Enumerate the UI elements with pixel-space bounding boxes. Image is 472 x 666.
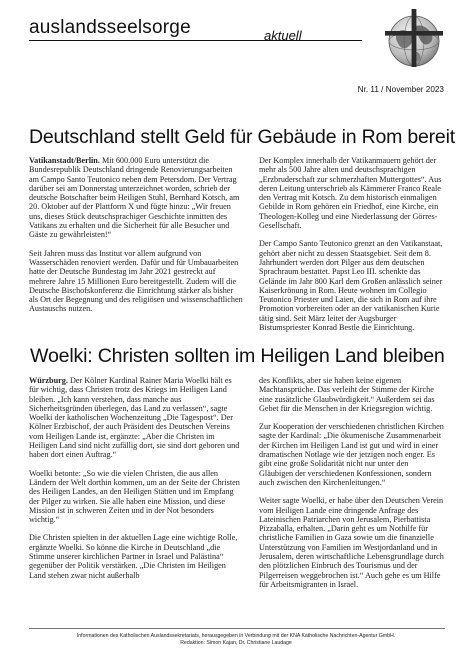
article-column-right [259,156,444,341]
dateline: Vatikanstadt/Berlin. [29,156,100,165]
article-paragraph: Zur Kooperation der verschiedenen christlichen Kirchen sagte der Kardinal: „Die ökumenische Zusammenarbeit der Kirchen im Heiligen Land ist gut und wird in einer dramatischen Notlage wie der jetzigen noch enger. Es gibt eine große Solidarität nicht nur unter den Gläubigen der verschiedenen Konfessionen, sondern auch zwischen den Kirchenleitungen.“ [259,422,444,487]
brand-tagline: aktuell [264,28,302,43]
brand-title: auslandsseelsorge [29,17,191,38]
globe-cross-logo [382,8,446,70]
article-headline: Deutschland stellt Geld für Gebäude in Rom bereit [29,126,455,148]
masthead [29,10,415,48]
article-paragraph: Der Campo Santo Teutonico grenzt an den Vatikanstaat, gehört aber nicht zu dessen Staatsgebiet. Seit dem 8. Jahrhundert werden dort Pilger aus dem deutschen Sprachraum bestattet. Papst Leo III. schenkte das Gelände im Jahr 800 Karl dem Großen anlässlich seiner Kaiserkrönung in Rom. Heute wohnen im Collegio Teutonico Priester und Laien, die sich in Rom auf ihre Promotion vorbereiten oder an der vatikanischen Kurie tätig sind. Seit März leitet der Augsburger Bistumspriester Konrad Bestle die Einrichtung. [259,239,443,333]
dateline: Würzburg. [29,376,68,385]
article-paragraph: Vatikanstadt/Berlin. Mit 600.000 Euro unterstützt die Bundesrepublik Deutschland dringende Renovierungsarbeiten am Campo Santo Teutonico neben dem Petersdom. Der Vertrag darüber sei am Donnerstag unterzeichnet worden, schrieb der deutsche Botschafter beim Heiligen Stuhl, Bernhard Kotsch, am 20. Oktober auf der Plattform X und fügte hinzu: „Wir freuen uns, dieses Stück deutschsprachiger Geschichte inmitten des Vatikans zu erhalten und die Sicherheit für alle Besucher und Gäste zu gewährleisten!“ [29,156,240,240]
footer-editors: Redaktion: Simon Kajan, Dr. Christiane Laudage [180,640,292,646]
article-paragraph: Der Komplex innerhalb der Vatikanmauern gehört der mehr als 500 Jahre alten und deutschsprachigen „Erzbruderschaft zur schmerzhaften Muttergottes“. Aus deren Leitung unterschrieb als Kämmerer Franco Reale den Vertrag mit Kotsch. Zu dem historisch einmaligen Gebilde in Rom gehören ein Friedhof, eine Kirche, ein Theologen-Kolleg und eine Niederlassung der Görres-Gesellschaft. [259,156,442,231]
footer [0,633,472,647]
footer-rule [29,628,445,629]
article-paragraph: Woelki betonte: „So wie die vielen Christen, die aus allen Ländern der Welt dorthin kommen, um an der Seite der Christen des Heiligen Landes, an den Heiligen Stätten und im Empfang der Pilger zu wirken. Sie alle haben eine Mission, und diese Mission ist in schweren Zeiten und in der Not besonders wichtig.“ [29,468,240,525]
article-headline: Woelki: Christen sollten im Heiligen Land bleiben [30,345,445,367]
article-paragraph: Würzburg. Der Kölner Kardinal Rainer Maria Woelki hält es für wichtig, dass Christen trotz des Kriegs im Heiligen Land bleiben. „Ich kann verstehen, dass manche aus Sicherheitsgründen überlegen, das Land zu verlassen“, sagte Woelki der katholischen Wochenzeitung „Die Tagespost“. Der Kölner Erzbischof, der auch Präsident des Deutschen Vereins vom Heiligen Lande ist, ergänzte: „Aber die Christen im Heiligen Land sind nicht zufällig dort, sie sind dort geboren und haben dort einen Auftrag.“ [29,376,240,460]
article-column-left [29,376,243,589]
article-paragraph: Die Christen spielten in der aktuellen Lage eine wichtige Rolle, ergänzte Woelki. So könne die Kirche in Deutschland „die Stimme unserer kirchlichen Partner in Israel und Palästina“ gegenüber der Politik verstärken. „Die Christen im Heiligen Land stehen zwar nicht außerhalb [29,533,238,580]
article-paragraph: Weiter sagte Woelki, er habe über den Deutschen Verein vom Heiligen Lande eine dringende Anfrage des Lateinischen Patriarchen von Jerusalem, Pierbattista Pizzaballa, erhalten. „Darin geht es um Nothilfe für christliche Familien in Gaza sowie um die finanzielle Unterstützung von Familien im Westjordanland und in Jerusalem, deren wirtschaftliche Lebensgrundlage durch den plötzlichen Einbruch des Tourismus und der Pilgerreisen weggebrochen ist.“ Auch gehe es um Hilfe für Arbeitsmigranten in Israel. [259,496,444,589]
footer-publisher: Informationen des Katholischen Auslandssekretariats, herausgegeben in Verbindung mit der KNA Katholische Nachrichten-Agentur GmbH. [76,633,396,639]
article-column-right [259,376,444,598]
article-paragraph: des Konflikts, aber sie haben keine eigenen Machtansprüche. Das verleiht der Stimme der Kirche eine zusätzliche Glaubwürdigkeit.“ Außerdem sei das Gebet für die Menschen in der Kriegsregion wichtig. [259,376,435,413]
article-column-left [29,156,243,323]
masthead-rule [29,40,362,41]
issue-number: Nr. 11 / November 2023 [357,85,444,94]
article-paragraph: Seit Jahren muss das Institut vor allem aufgrund von Wasserschäden renoviert werden. Dafür und für Umbauarbeiten hatte der Deutsche Bundestag im Jahr 2021 gestreckt auf mehrere Jahre 15 Millionen Euro bereitgestellt. Zudem will die Deutsche Bischofskonferenz die Einrichtung stärker als bisher als Ort der Begegnung und des religiösen und wissenschaftlichen Austauschs nutzen. [29,248,243,314]
